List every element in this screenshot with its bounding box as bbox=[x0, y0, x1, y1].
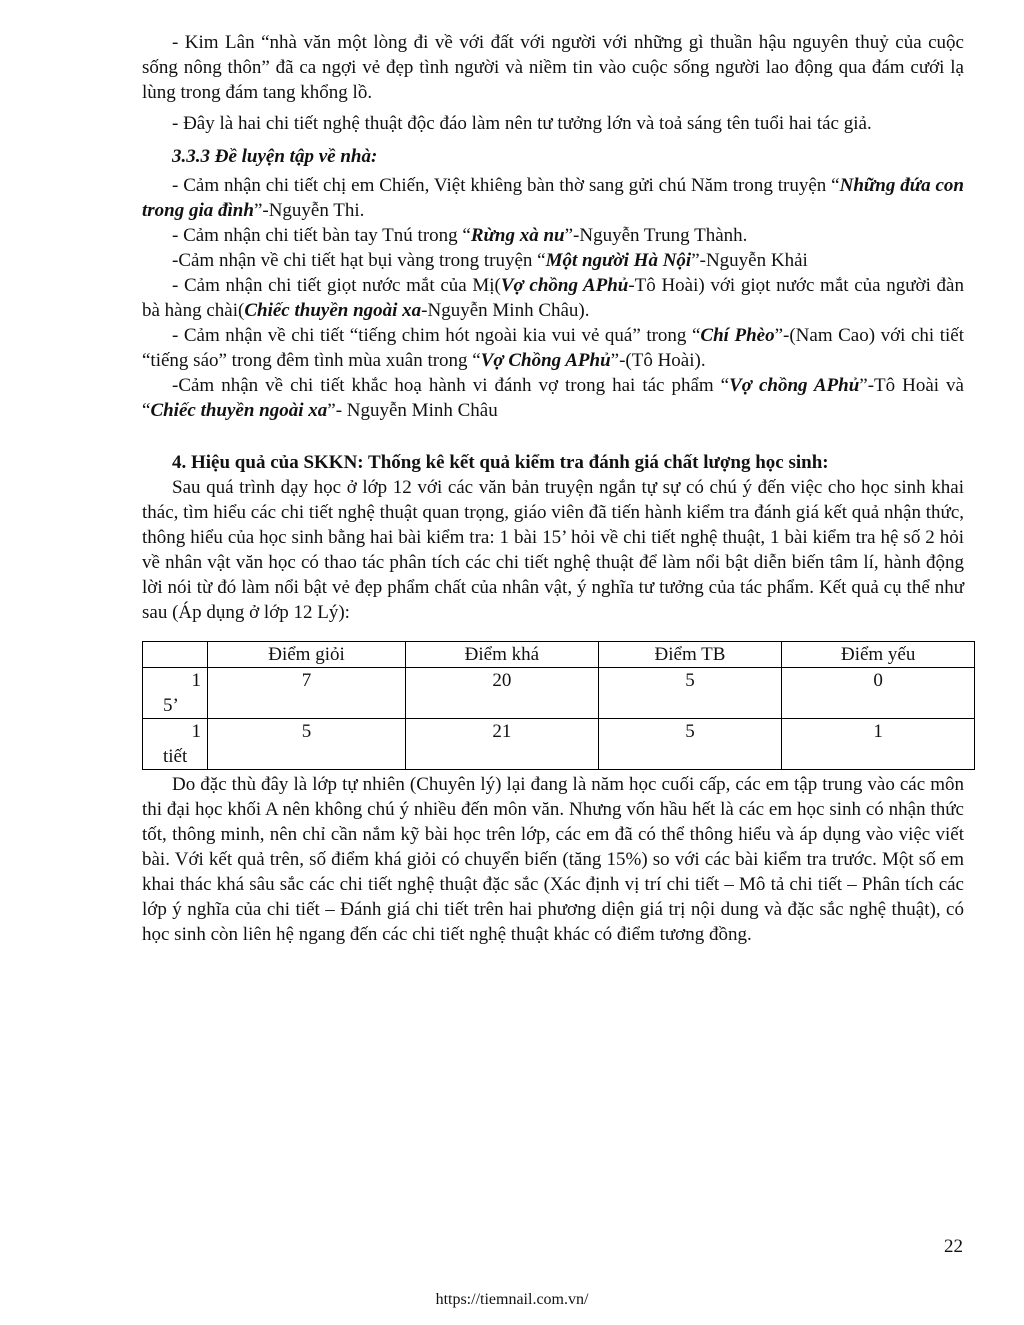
exercise-item: -Cảm nhận về chi tiết hạt bụi vàng trong truyện “Một người Hà Nội”-Nguyễn Khải bbox=[172, 250, 808, 271]
table-header-cell: Điểm giỏi bbox=[208, 642, 406, 668]
table-cell: 21 bbox=[406, 719, 599, 770]
table-cell: 20 bbox=[406, 668, 599, 719]
table-header-cell bbox=[143, 642, 208, 668]
table-cell: 0 bbox=[782, 668, 975, 719]
table-row bbox=[143, 719, 975, 770]
exercise-item: - Cảm nhận chi tiết giọt nước mắt của Mị(Vợ chồng APhủ-Tô Hoài) với giọt nước mắt của người đàn bà hàng chài(Chiếc thuyền ngoài xa-Nguyễn Minh Châu). bbox=[142, 275, 964, 321]
table-row bbox=[143, 668, 975, 719]
exercise-item: - Cảm nhận chi tiết bàn tay Tnú trong “Rừng xà nu”-Nguyễn Trung Thành. bbox=[172, 225, 748, 246]
table-cell: 1 bbox=[782, 719, 975, 770]
results-table bbox=[142, 641, 975, 770]
table-cell: 5 bbox=[208, 719, 406, 770]
table-cell: 7 bbox=[208, 668, 406, 719]
table-header-cell: Điểm TB bbox=[598, 642, 782, 668]
paragraph-kim-lan: - Kim Lân “nhà văn một lòng đi về với đất với người với những gì thuần hậu nguyên thuỷ của cuộc sống nông thôn” đã ca ngợi vẻ đẹp tình người và niềm tin vào cuộc sống người lao động qua đám cưới lạ lùng trong đám tang khổng lồ. bbox=[142, 32, 964, 103]
document-page bbox=[142, 30, 964, 947]
paragraph-conclusion-details: - Đây là hai chi tiết nghệ thuật độc đáo làm nên tư tưởng lớn và toả sáng tên tuổi hai tác giả. bbox=[172, 113, 872, 134]
row-label: 1 5’ bbox=[143, 668, 208, 719]
exercise-item: - Cảm nhận về chi tiết “tiếng chim hót ngoài kia vui vẻ quá” trong “Chí Phèo”-(Nam Cao) với chi tiết “tiếng sáo” trong đêm tình mùa xuân trong “Vợ Chồng APhủ”-(Tô Hoài). bbox=[142, 325, 965, 371]
section-4-conclusion: Do đặc thù đây là lớp tự nhiên (Chuyên lý) lại đang là năm học cuối cấp, các em tập trung vào các môn thi đại học khối A nên không chú ý nhiều đến môn văn. Nhưng vốn hầu hết là các em học sinh có nhận thức tốt, thông minh, nên chỉ cần nắm kỹ bài học trên lớp, các em đã có thể thông hiểu và áp dụng vào việc viết bài. Với kết quả trên, số điểm khá giỏi có chuyển biến (tăng 15%) so với các bài kiểm tra trước. Một số em khai thác khá sâu sắc các chi tiết nghệ thuật đặc sắc (Xác định vị trí chi tiết – Mô tả chi tiết – Phân tích các lớp ý nghĩa của chi tiết – Đánh giá chi tiết trên hai phương diện giá trị nội dung và đặc sắc nghệ thuật), có học sinh còn liên hệ ngang đến các chi tiết nghệ thuật khác có điểm tương đồng. bbox=[142, 774, 964, 945]
section-4-intro: Sau quá trình dạy học ở lớp 12 với các văn bản truyện ngắn tự sự có chú ý đến việc cho học sinh khai thác, tìm hiểu các chi tiết nghệ thuật quan trọng, giáo viên đã tiến hành kiểm tra đánh giá kết quả nhận thức, thông hiểu của học sinh bằng hai bài kiểm tra: 1 bài 15’ hỏi về chi tiết nghệ thuật, 1 bài kiểm tra hệ số 2 hỏi về nhân vật văn học có thao tác phân tích các chi tiết nghệ thuật để làm nổi bật diễn biến tâm lí, hành động lời nói từ đó làm nổi bật vẻ đẹp phẩm chất của nhân vật, ý nghĩa tư tưởng của tác phẩm. Kết quả cụ thể như sau (Áp dụng ở lớp 12 Lý): bbox=[142, 477, 964, 623]
table-header-row bbox=[143, 642, 975, 668]
table-cell: 5 bbox=[598, 719, 782, 770]
exercise-item: - Cảm nhận chi tiết chị em Chiến, Việt khiêng bàn thờ sang gửi chú Năm trong truyện “Những đứa con trong gia đình”-Nguyễn Thi. bbox=[142, 175, 964, 221]
section-heading-4: 4. Hiệu quả của SKKN: Thống kê kết quả kiểm tra đánh giá chất lượng học sinh: bbox=[172, 452, 829, 473]
table-header-cell: Điểm khá bbox=[406, 642, 599, 668]
exercise-item: -Cảm nhận về chi tiết khắc hoạ hành vi đánh vợ trong hai tác phẩm “Vợ chồng APhủ”-Tô Hoài và “Chiếc thuyền ngoài xa”- Nguyễn Minh Châu bbox=[142, 375, 964, 421]
table-cell: 5 bbox=[598, 668, 782, 719]
footer-url: https://tiemnail.com.vn/ bbox=[435, 1291, 589, 1308]
table-header-cell: Điểm yếu bbox=[782, 642, 975, 668]
page-number: 22 bbox=[944, 1236, 963, 1257]
section-heading-333: 3.3.3 Đề luyện tập về nhà: bbox=[172, 146, 378, 167]
row-label: 1 tiết bbox=[143, 719, 208, 770]
